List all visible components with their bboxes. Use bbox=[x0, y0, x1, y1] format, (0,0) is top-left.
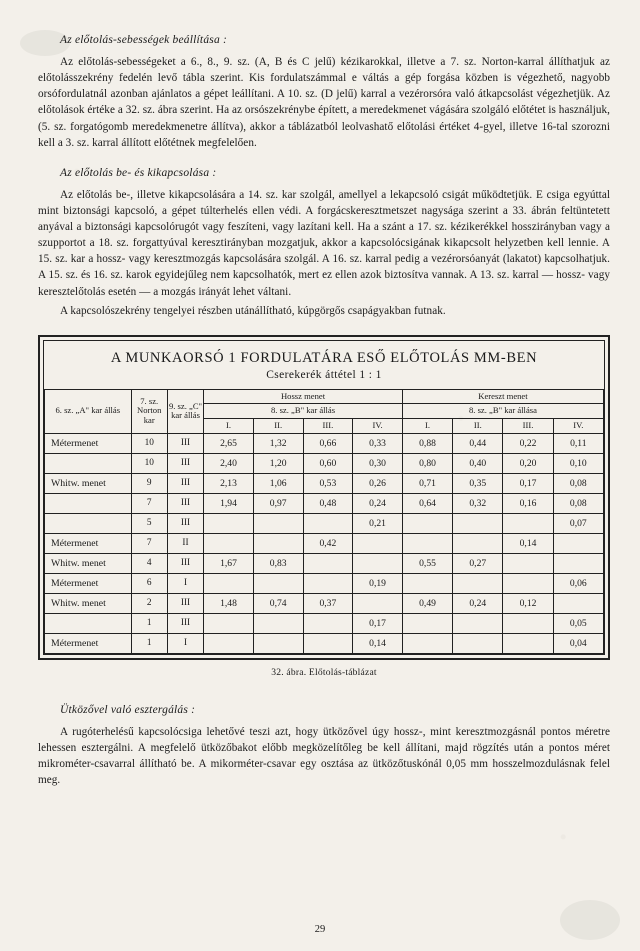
cell-kereszt-3 bbox=[503, 553, 553, 573]
cell-hossz-4: 0,17 bbox=[353, 613, 403, 633]
cell-hossz-2 bbox=[253, 513, 303, 533]
cell-hossz-4: 0,24 bbox=[353, 493, 403, 513]
cell-kereszt-4: 0,07 bbox=[553, 513, 603, 533]
cell-kereszt-3 bbox=[503, 573, 553, 593]
section-feed-speed-setting bbox=[38, 34, 610, 151]
cell-kereszt-4: 0,04 bbox=[553, 633, 603, 653]
cell-hossz-1: 1,48 bbox=[204, 593, 254, 613]
cell-hossz-2: 0,74 bbox=[253, 593, 303, 613]
cell-thread-type bbox=[45, 453, 132, 473]
section-stop-turning bbox=[38, 704, 610, 789]
cell-kereszt-3: 0,20 bbox=[503, 453, 553, 473]
cell-hossz-2 bbox=[253, 533, 303, 553]
table-row bbox=[45, 493, 604, 513]
cell-thread-type: Whitw. menet bbox=[45, 473, 132, 493]
cell-thread-type: Whitw. menet bbox=[45, 593, 132, 613]
cell-norton-position: 10 bbox=[131, 453, 167, 473]
cell-kereszt-2 bbox=[453, 533, 503, 553]
cell-hossz-4 bbox=[353, 593, 403, 613]
paragraph: A kapcsolószekrény tengelyei részben utánállítható, kúpgörgős csapágyakban futnak. bbox=[60, 304, 446, 317]
cell-hossz-4: 0,30 bbox=[353, 453, 403, 473]
cell-hossz-1 bbox=[204, 533, 254, 553]
cell-hossz-1: 2,40 bbox=[204, 453, 254, 473]
cell-hossz-4: 0,14 bbox=[353, 633, 403, 653]
cell-thread-type: Whitw. menet bbox=[45, 553, 132, 573]
cell-hossz-1 bbox=[204, 633, 254, 653]
cell-kereszt-3: 0,22 bbox=[503, 433, 553, 453]
cell-hossz-1: 1,94 bbox=[204, 493, 254, 513]
cell-norton-position: 6 bbox=[131, 573, 167, 593]
cell-hossz-3: 0,53 bbox=[303, 473, 353, 493]
cell-kereszt-1: 0,88 bbox=[402, 433, 452, 453]
cell-kereszt-4 bbox=[553, 553, 603, 573]
cell-hossz-4 bbox=[353, 553, 403, 573]
table-row bbox=[45, 513, 604, 533]
header-hossz-ii: II. bbox=[253, 419, 303, 434]
cell-kereszt-2: 0,35 bbox=[453, 473, 503, 493]
cell-hossz-3 bbox=[303, 573, 353, 593]
cell-kereszt-2 bbox=[453, 573, 503, 593]
cell-norton-position: 1 bbox=[131, 633, 167, 653]
table-row bbox=[45, 573, 604, 593]
cell-hossz-4 bbox=[353, 533, 403, 553]
cell-hossz-2: 0,97 bbox=[253, 493, 303, 513]
feed-table-frame bbox=[38, 335, 610, 660]
cell-hossz-2: 1,20 bbox=[253, 453, 303, 473]
cell-kereszt-3: 0,17 bbox=[503, 473, 553, 493]
cell-norton-position: 7 bbox=[131, 533, 167, 553]
cell-hossz-2 bbox=[253, 613, 303, 633]
cell-c-lever-position: III bbox=[167, 513, 203, 533]
cell-hossz-3 bbox=[303, 513, 353, 533]
cell-hossz-2: 0,83 bbox=[253, 553, 303, 573]
paragraph: A rugóterhelésű kapcsolócsiga lehetővé teszi azt, hogy ütközővel úgy hossz-, mint keresztmozgásnál pontos méretre lehessen esztergálni. A megfelelő ütközőbakot előbb megközelítőleg be kell állítani, majd rögzítés után a pontos méret mikrométer-csavarral állítható be. A mikorméter-csavar egy osztása az ütközőtuskónál 0,05 mm hosszelmozdulásnak felel meg. bbox=[38, 725, 610, 786]
cell-kereszt-1: 0,55 bbox=[402, 553, 452, 573]
header-sub-hossz: 8. sz. „B" kar állás bbox=[204, 404, 403, 419]
cell-kereszt-3 bbox=[503, 513, 553, 533]
cell-c-lever-position: II bbox=[167, 533, 203, 553]
cell-thread-type bbox=[45, 613, 132, 633]
cell-hossz-1 bbox=[204, 573, 254, 593]
cell-kereszt-3: 0,12 bbox=[503, 593, 553, 613]
cell-norton-position: 9 bbox=[131, 473, 167, 493]
spacer bbox=[38, 678, 610, 691]
cell-hossz-2: 1,06 bbox=[253, 473, 303, 493]
cell-kereszt-1 bbox=[402, 573, 452, 593]
table-header-row-groups bbox=[45, 389, 604, 404]
cell-kereszt-3 bbox=[503, 613, 553, 633]
cell-hossz-1: 2,13 bbox=[204, 473, 254, 493]
section-feed-engage bbox=[38, 167, 610, 319]
cell-thread-type: Métermenet bbox=[45, 533, 132, 553]
cell-kereszt-3 bbox=[503, 633, 553, 653]
cell-hossz-3: 0,48 bbox=[303, 493, 353, 513]
cell-kereszt-4 bbox=[553, 593, 603, 613]
table-subtitle: Cserekerék áttétel 1 : 1 bbox=[266, 368, 382, 381]
cell-hossz-2 bbox=[253, 633, 303, 653]
cell-thread-type bbox=[45, 493, 132, 513]
cell-kereszt-4 bbox=[553, 533, 603, 553]
cell-c-lever-position: III bbox=[167, 613, 203, 633]
cell-kereszt-2 bbox=[453, 633, 503, 653]
cell-kereszt-1: 0,64 bbox=[402, 493, 452, 513]
table-row bbox=[45, 553, 604, 573]
cell-norton-position: 10 bbox=[131, 433, 167, 453]
cell-kereszt-2: 0,32 bbox=[453, 493, 503, 513]
cell-c-lever-position: I bbox=[167, 633, 203, 653]
cell-kereszt-2: 0,44 bbox=[453, 433, 503, 453]
cell-kereszt-4: 0,10 bbox=[553, 453, 603, 473]
cell-c-lever-position: III bbox=[167, 433, 203, 453]
cell-thread-type: Métermenet bbox=[45, 633, 132, 653]
header-a-lever: 6. sz. „A" kar állás bbox=[45, 389, 132, 433]
header-kereszt-i: I. bbox=[402, 419, 452, 434]
cell-kereszt-1: 0,49 bbox=[402, 593, 452, 613]
cell-hossz-3 bbox=[303, 553, 353, 573]
cell-kereszt-3: 0,16 bbox=[503, 493, 553, 513]
cell-hossz-1 bbox=[204, 613, 254, 633]
header-hossz-iv: IV. bbox=[353, 419, 403, 434]
cell-kereszt-1 bbox=[402, 533, 452, 553]
page-number: 29 bbox=[314, 924, 326, 935]
cell-kereszt-1 bbox=[402, 513, 452, 533]
paragraph: Az előtolás-sebességeket a 6., 8., 9. sz. (A, B és C jelű) kézikarokkal, illetve a 7. sz. Norton-karral állíthatjuk az előtolásszekrény fedelén levő tábla szerint. Kis fordulatszámmal e váltás a gép forgása közben is végezhető, nagyobb orsófordulatnál azonban ajánlatos a gépet leállítani. A 10. sz. (D jelű) karral a vezérorsóra való átkapcsolást végezhetjük. Az előtolások értéke a 32. sz. ábra szerint. Ha az orsószekrénybe épített, a meredekmenet vágására szolgáló előtétet is használjuk, (5. sz. forgatógomb meredekmenetre állítva), akkor a táblázatból leolvashatő előtolási értéket 4-gyel, illetve 16-tal szorozni kell a 3. sz. karral állított előtétnek megfelelően. bbox=[38, 56, 610, 149]
feed-table-inner bbox=[43, 340, 605, 655]
cell-kereszt-2: 0,24 bbox=[453, 593, 503, 613]
cell-norton-position: 4 bbox=[131, 553, 167, 573]
spacer bbox=[38, 154, 610, 167]
cell-c-lever-position: III bbox=[167, 593, 203, 613]
header-c-lever: 9. sz. „C" kar állás bbox=[167, 389, 203, 433]
header-group-hossz: Hossz menet bbox=[204, 389, 403, 404]
table-row bbox=[45, 613, 604, 633]
cell-kereszt-4: 0,08 bbox=[553, 473, 603, 493]
table-row bbox=[45, 633, 604, 653]
cell-kereszt-3: 0,14 bbox=[503, 533, 553, 553]
cell-hossz-4: 0,26 bbox=[353, 473, 403, 493]
cell-c-lever-position: III bbox=[167, 493, 203, 513]
cell-c-lever-position: I bbox=[167, 573, 203, 593]
cell-kereszt-2 bbox=[453, 513, 503, 533]
section-heading: Az előtolás be- és kikapcsolása : bbox=[60, 166, 217, 179]
cell-kereszt-4: 0,11 bbox=[553, 433, 603, 453]
cell-norton-position: 7 bbox=[131, 493, 167, 513]
header-kereszt-iii: III. bbox=[503, 419, 553, 434]
section-heading: Az előtolás-sebességek beállítása : bbox=[60, 34, 228, 46]
cell-hossz-1: 1,67 bbox=[204, 553, 254, 573]
cell-hossz-3 bbox=[303, 613, 353, 633]
cell-c-lever-position: III bbox=[167, 553, 203, 573]
cell-hossz-4: 0,21 bbox=[353, 513, 403, 533]
cell-hossz-3: 0,42 bbox=[303, 533, 353, 553]
cell-kereszt-1 bbox=[402, 633, 452, 653]
table-row bbox=[45, 533, 604, 553]
cell-norton-position: 2 bbox=[131, 593, 167, 613]
cell-c-lever-position: III bbox=[167, 453, 203, 473]
cell-hossz-3: 0,60 bbox=[303, 453, 353, 473]
header-hossz-i: I. bbox=[204, 419, 254, 434]
cell-kereszt-1 bbox=[402, 613, 452, 633]
cell-norton-position: 1 bbox=[131, 613, 167, 633]
header-hossz-iii: III. bbox=[303, 419, 353, 434]
cell-kereszt-2 bbox=[453, 613, 503, 633]
header-kereszt-ii: II. bbox=[453, 419, 503, 434]
cell-kereszt-2: 0,27 bbox=[453, 553, 503, 573]
cell-hossz-2 bbox=[253, 573, 303, 593]
cell-kereszt-4: 0,05 bbox=[553, 613, 603, 633]
cell-hossz-3: 0,37 bbox=[303, 593, 353, 613]
cell-kereszt-2: 0,40 bbox=[453, 453, 503, 473]
table-row bbox=[45, 473, 604, 493]
cell-thread-type: Métermenet bbox=[45, 573, 132, 593]
paragraph: Az előtolás be-, illetve kikapcsolására a 14. sz. kar szolgál, amellyel a lekapcsoló csigát működtetjük. E csiga egyúttal mint biztonsági kapcsoló, a gépet túlterhelés ellen védi. A forgácskeresztmetszet nagysága szerint a 33. ábrán feltüntetett anyával a biztonsági kapcsolórugót vagy feszíteni, vagy lazítani kell. Ha a szánt a 17. sz. kézikerékkel hosszirányban vagy a szupportot a 18. sz. forgattyúval keresztirányban mozgatjuk, akkor a kapcsolócsigának kikapcsolt helyzetben kell lennie. A 15. sz. kar a hossz- vagy keresztmozgás kapcsolására szolgál. A 16. sz. karral pedig a vezérorsóanyát (lakatot) kapcsolhatjuk. A 15. sz. és 16. sz. karok egyidejűleg nem kapcsolhatók, mert ez ellen azok biztosítva vannak. A 13. sz. karral — hossz- vagy keresztelőtolás esetén — a mozgás irányát lehet váltani. bbox=[38, 188, 610, 298]
feed-rate-table bbox=[44, 389, 604, 654]
table-row bbox=[45, 453, 604, 473]
table-row bbox=[45, 433, 604, 453]
cell-hossz-4: 0,33 bbox=[353, 433, 403, 453]
cell-hossz-3 bbox=[303, 633, 353, 653]
table-body bbox=[45, 433, 604, 653]
section-heading: Ütközővel való esztergálás : bbox=[60, 703, 196, 716]
cell-c-lever-position: III bbox=[167, 473, 203, 493]
cell-kereszt-1: 0,71 bbox=[402, 473, 452, 493]
header-sub-kereszt: 8. sz. „B" kar állása bbox=[402, 404, 603, 419]
header-norton-lever: 7. sz. Norton kar bbox=[131, 389, 167, 433]
cell-hossz-3: 0,66 bbox=[303, 433, 353, 453]
cell-norton-position: 5 bbox=[131, 513, 167, 533]
cell-kereszt-1: 0,80 bbox=[402, 453, 452, 473]
spacer bbox=[38, 691, 610, 704]
figure-caption: 32. ábra. Előtolás-táblázat bbox=[271, 666, 377, 678]
cell-hossz-1: 2,65 bbox=[204, 433, 254, 453]
header-group-kereszt: Kereszt menet bbox=[402, 389, 603, 404]
table-row bbox=[45, 593, 604, 613]
header-kereszt-iv: IV. bbox=[553, 419, 603, 434]
cell-kereszt-4: 0,06 bbox=[553, 573, 603, 593]
cell-hossz-2: 1,32 bbox=[253, 433, 303, 453]
cell-thread-type bbox=[45, 513, 132, 533]
cell-hossz-1 bbox=[204, 513, 254, 533]
cell-thread-type: Métermenet bbox=[45, 433, 132, 453]
table-title: A MUNKAORSÓ 1 FORDULATÁRA ESŐ ELŐTOLÁS MM-BEN bbox=[110, 349, 538, 366]
cell-kereszt-4: 0,08 bbox=[553, 493, 603, 513]
cell-hossz-4: 0,19 bbox=[353, 573, 403, 593]
